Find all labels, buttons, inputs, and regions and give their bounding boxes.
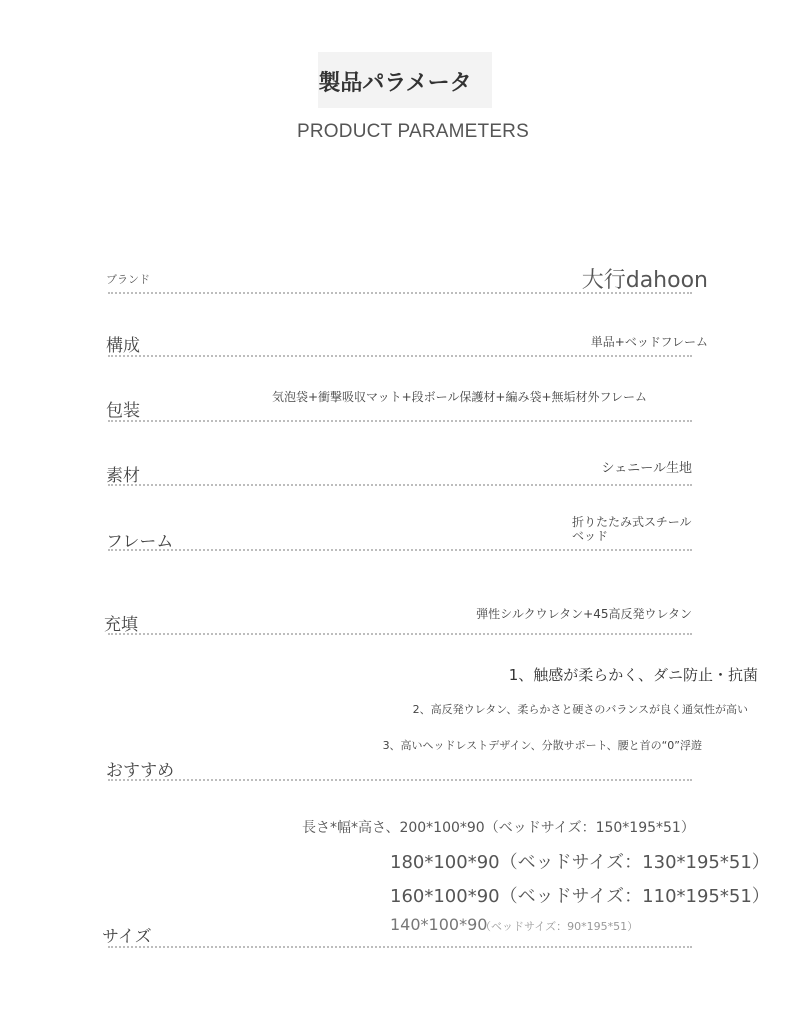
filling-label: 充填 — [104, 615, 138, 635]
page-title: 製品パラメータ — [318, 71, 472, 96]
size-label: サイズ — [102, 927, 152, 947]
packaging-value: 気泡袋+衝撃吸収マット+段ボール保護材+編み袋+無垢材外フレーム — [272, 390, 648, 404]
recommend-point-1: 1、触感が柔らかく、ダニ防止・抗菌 — [508, 666, 758, 684]
size-line-2: 180*100*90（ベッドサイズ：130*195*51） — [390, 852, 770, 873]
composition-label: 構成 — [106, 336, 140, 356]
recommend-label: おすすめ — [106, 761, 175, 781]
frame-value-line1: 折りたたみ式スチール — [572, 515, 692, 529]
material-label: 素材 — [106, 466, 140, 486]
recommend-divider — [108, 779, 692, 781]
filling-divider — [108, 633, 692, 635]
material-divider — [108, 484, 692, 486]
recommend-point-3: 3、高いヘッドレストデザイン、分散サポート、腰と首の“0”浮遊 — [382, 739, 702, 752]
composition-value: 単品+ベッドフレーム — [590, 335, 708, 349]
frame-value-line2: ベッド — [572, 529, 609, 543]
size-divider — [108, 946, 692, 948]
brand-divider — [108, 292, 692, 294]
packaging-divider — [108, 420, 692, 422]
size-line-1: 長さ*幅*高さ、200*100*90（ベッドサイズ：150*195*51） — [302, 820, 695, 836]
frame-label: フレーム — [106, 532, 174, 552]
material-value: シェニール生地 — [601, 461, 692, 476]
filling-value: 弾性シルクウレタン+45高反発ウレタン — [476, 607, 692, 621]
frame-divider — [108, 549, 692, 551]
brand-value: 大行dahoon — [581, 268, 708, 293]
brand-label: ブランド — [106, 273, 150, 286]
size-line-4: 140*100*90 — [390, 915, 488, 934]
page-subtitle: PRODUCT PARAMETERS — [297, 121, 529, 142]
composition-divider — [108, 355, 692, 357]
packaging-label: 包装 — [106, 401, 140, 421]
size-line-5: （ベッドサイズ：90*195*51） — [480, 920, 639, 933]
size-line-3: 160*100*90（ベッドサイズ：110*195*51） — [390, 886, 770, 907]
recommend-point-2: 2、高反発ウレタン、柔らかさと硬さのバランスが良く通気性が高い — [412, 703, 748, 716]
